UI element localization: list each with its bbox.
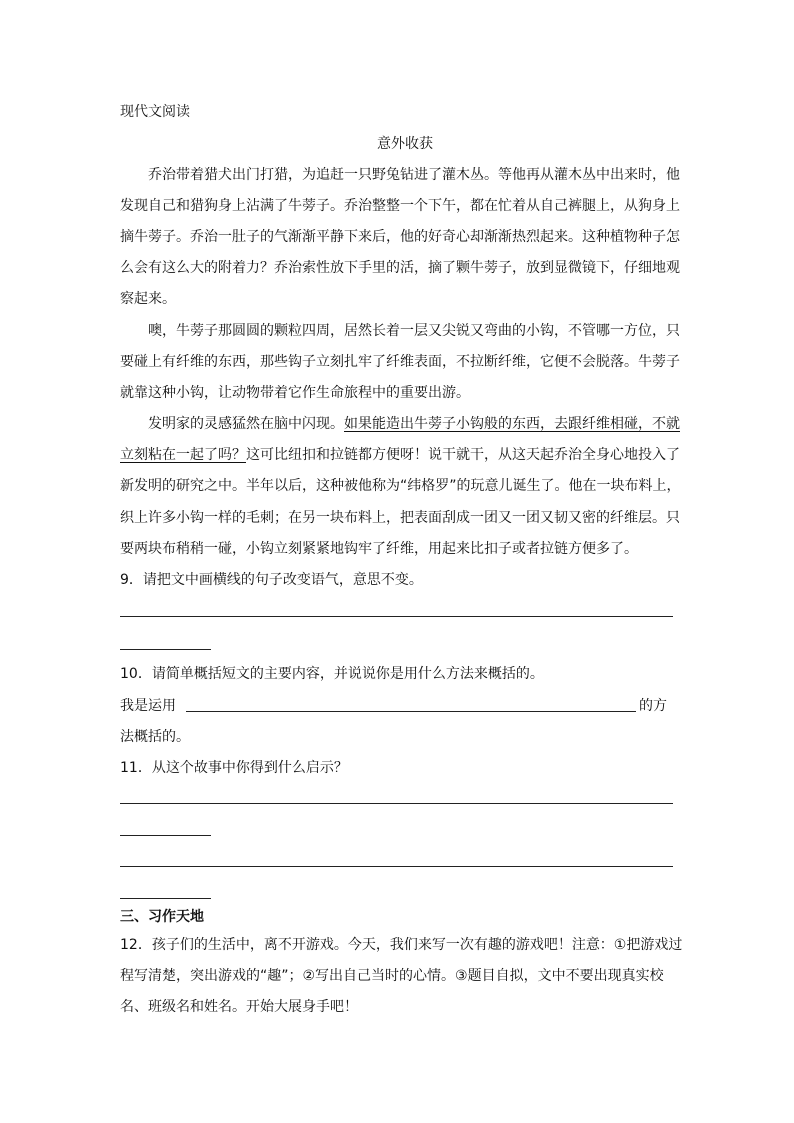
q10-continuation: 法概括的。 [120,729,190,745]
article-line: 要两块布稍稍一碰，小钩立刻紧紧地钩牢了纤维，用起来比扣子或者拉链方便多了。 [120,541,638,557]
underlined-sentence: 立刻粘在一起了吗？ [120,447,246,463]
answer-line[interactable] [120,616,673,617]
section-3-heading: 三、习作天地 [120,909,204,925]
article-line [120,446,680,464]
q10-suffix: 的方 [639,698,667,714]
section-heading: 现代文阅读 [120,104,190,120]
article-title: 意外收获 [377,136,433,152]
article-line: 发现自己和猎狗身上沾满了牛蒡子。乔治整整一个下午，都在忙着从自己裤腿上，从狗身上 [120,198,680,214]
article-text: 这可比纽扣和拉链都方便呀！说干就干，从这天起乔治全身心地投入了 [246,447,680,463]
question-12-line: 名、班级名和姓名。开始大展身手吧！ [120,999,358,1015]
article-line: 么会有这么大的附着力？乔治索性放下手里的活，摘了颗牛蒡子，放到显微镜下，仔细地观 [120,260,680,276]
question-12-line: 程写清楚，突出游戏的“趣”；②写出自己当时的心情。③题目自拟，文中不要出现真实校 [120,968,664,984]
answer-line[interactable] [120,866,673,867]
article-line: 噢，牛蒡子那圆圆的颗粒四周，居然长着一层又尖锐又弯曲的小钩，不管哪一方位，只 [148,323,680,339]
question-10: 10．请简单概括短文的主要内容，并说说你是用什么方法来概括的。 [120,666,544,682]
answer-line[interactable] [186,711,636,712]
article-line: 织上许多小钩一样的毛刺；在另一块布料上，把表面刮成一团又一团又韧又密的纤维层。只 [120,510,680,526]
question-11: 11．从这个故事中你得到什么启示？ [120,760,348,776]
answer-line[interactable] [120,898,211,899]
answer-line[interactable] [120,649,211,650]
underlined-sentence: 如果能造出牛蒡子小钩般的东西，去跟纤维相碰，不就 [344,416,680,432]
article-line: 要碰上有纤维的东西，那些钩子立刻扎牢了纤维表面，不拉断纤维，它便不会脱落。牛蒡子 [120,354,680,370]
article-line: 新发明的研究之中。半年以后，这种被他称为“纬格罗”的玩意儿诞生了。他在一块布料上， [120,478,681,494]
article-line: 察起来。 [120,291,176,307]
article-line: 就靠这种小钩，让动物带着它作生命旅程中的重要出游。 [120,385,470,401]
article-line: 摘牛蒡子。乔治一肚子的气渐渐平静下来后，他的好奇心却渐渐热烈起来。这种植物种子怎 [120,229,680,245]
answer-line[interactable] [120,835,211,836]
article-line: 乔治带着猎犬出门打猎，为追赶一只野兔钻进了灌木丛。等他再从灌木丛中出来时，他 [148,167,680,183]
article-line [148,415,680,433]
article-text: 发明家的灵感猛然在脑中闪现。 [148,416,344,432]
question-12-line: 12．孩子们的生活中，离不开游戏。今天，我们来写一次有趣的游戏吧！注意：①把游戏过 [120,937,683,953]
answer-line[interactable] [120,803,673,804]
question-9: 9．请把文中画横线的句子改变语气，意思不变。 [120,572,423,588]
q10-prefix: 我是运用 [120,698,176,714]
